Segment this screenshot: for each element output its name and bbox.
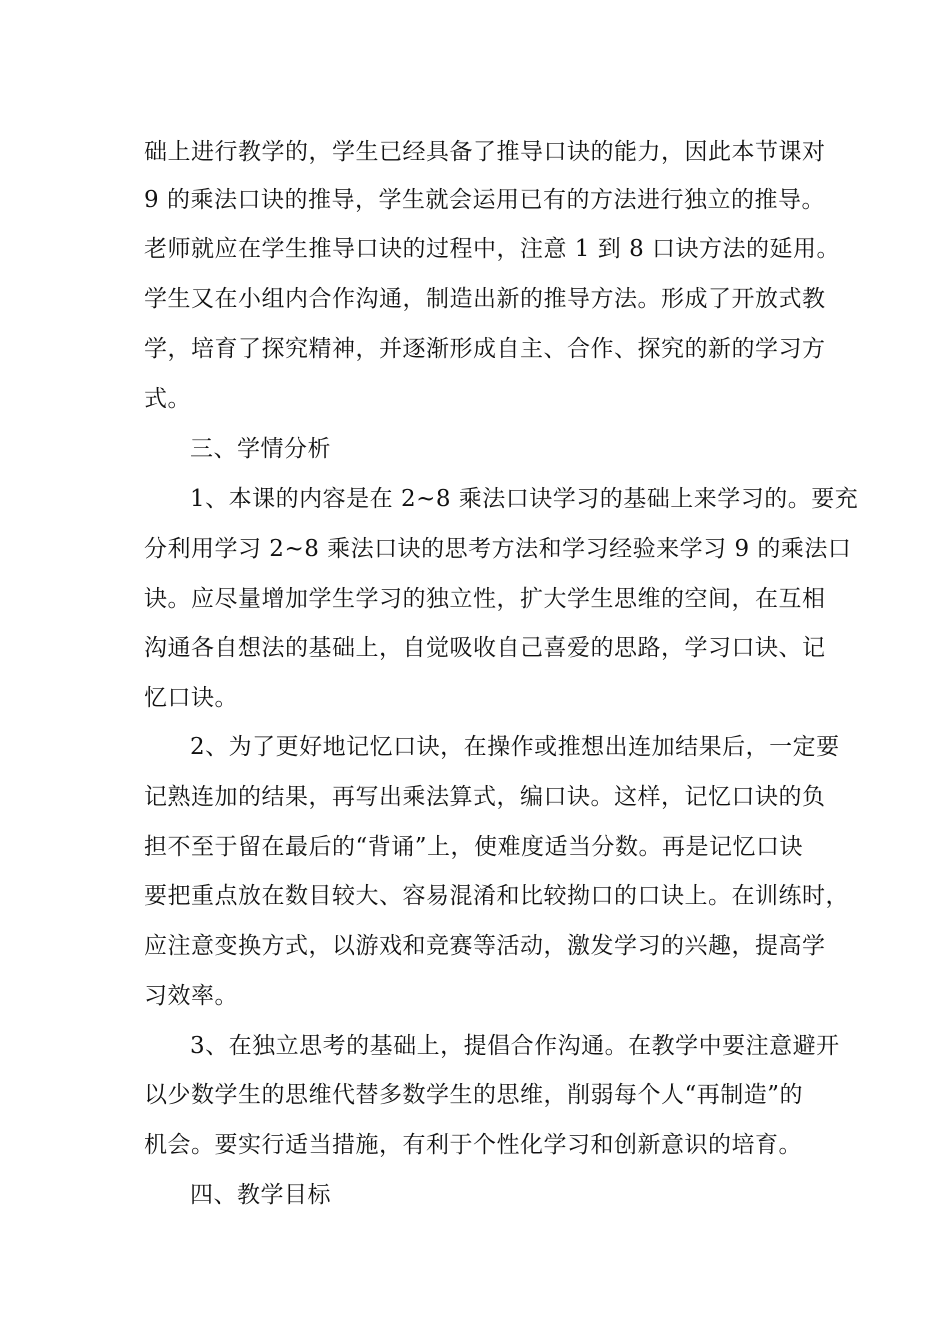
paragraph-line: 以少数学生的思维代替多数学生的思维，削弱每个人“再制造”的 bbox=[144, 1082, 804, 1108]
paragraph-line: 础上进行教学的，学生已经具备了推导口诀的能力，因此本节课对 bbox=[144, 139, 826, 165]
paragraph-line: 诀。应尽量增加学生学习的独立性，扩大学生思维的空间，在互相 bbox=[144, 586, 826, 612]
paragraph-line: 式。 bbox=[144, 386, 191, 412]
paragraph-line: 学生又在小组内合作沟通，制造出新的推导方法。形成了开放式教 bbox=[144, 286, 826, 312]
paragraph-line: 学，培育了探究精神，并逐渐形成自主、合作、探究的新的学习方 bbox=[144, 336, 826, 362]
paragraph-line: 记熟连加的结果，再写出乘法算式，编口诀。这样，记忆口诀的负 bbox=[144, 784, 826, 810]
paragraph-line: 应注意变换方式，以游戏和竞赛等活动，激发学习的兴趣，提高学 bbox=[144, 933, 826, 959]
paragraph-line: 习效率。 bbox=[144, 983, 238, 1009]
section-heading: 三、学情分析 bbox=[190, 436, 331, 462]
paragraph-line: 机会。要实行适当措施，有利于个性化学习和创新意识的培育。 bbox=[144, 1132, 802, 1158]
paragraph-line: 担不至于留在最后的“背诵”上，使难度适当分数。再是记忆口诀 bbox=[144, 834, 804, 860]
paragraph-line: 2、为了更好地记忆口诀，在操作或推想出连加结果后，一定要 bbox=[190, 734, 840, 760]
paragraph-line: 9 的乘法口诀的推导，学生就会运用已有的方法进行独立的推导。 bbox=[144, 187, 825, 213]
paragraph-line: 要把重点放在数目较大、容易混淆和比较拗口的口诀上。在训练时， bbox=[144, 883, 849, 909]
paragraph-line: 沟通各自想法的基础上，自觉吸收自己喜爱的思路，学习口诀、记 bbox=[144, 635, 826, 661]
paragraph-line: 忆口诀。 bbox=[144, 685, 238, 711]
paragraph-line: 1、本课的内容是在 2~8 乘法口诀学习的基础上来学习的。要充 bbox=[190, 486, 859, 512]
section-heading: 四、教学目标 bbox=[190, 1182, 331, 1208]
paragraph-line: 老师就应在学生推导口诀的过程中，注意 1 到 8 口诀方法的延用。 bbox=[144, 236, 841, 262]
paragraph-line: 3、在独立思考的基础上，提倡合作沟通。在教学中要注意避开 bbox=[190, 1033, 840, 1059]
paragraph-line: 分利用学习 2~8 乘法口诀的思考方法和学习经验来学习 9 的乘法口 bbox=[144, 536, 852, 562]
